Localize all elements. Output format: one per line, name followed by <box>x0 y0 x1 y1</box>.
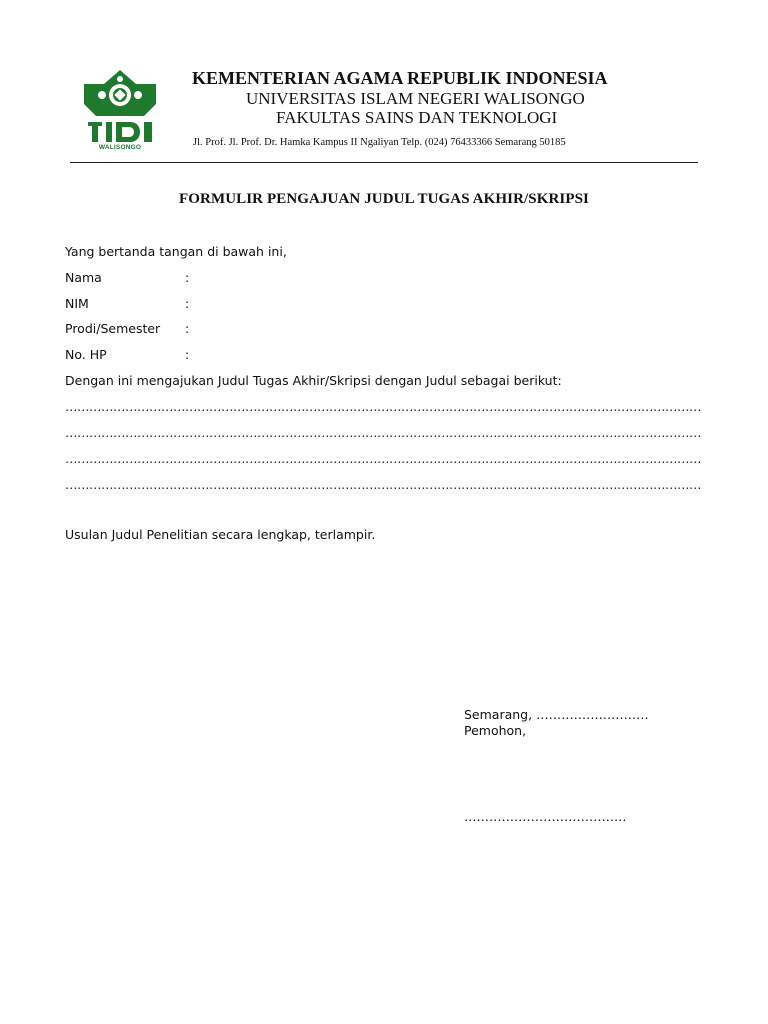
dotted-line: …………………………………………………………………………………………………………………………………………… <box>65 477 701 491</box>
field-colon: : <box>185 321 190 336</box>
field-colon: : <box>185 296 190 311</box>
dotted-line: …………………………………………………………………………………………………………………………………………… <box>65 451 701 465</box>
faculty-heading: FAKULTAS SAINS DAN TEKNOLOGI <box>276 108 558 127</box>
signature-name-line: ………………………………… <box>464 809 627 824</box>
field-colon: : <box>185 270 190 285</box>
letterhead-address: Jl. Prof. Jl. Prof. Dr. Hamka Kampus II Ngaliyan Telp. (024) 76433366 Semarang 50185 <box>193 137 566 148</box>
signature-role: Pemohon, <box>464 723 527 738</box>
field-label-nama: Nama <box>65 270 102 285</box>
form-title: FORMULIR PENGAJUAN JUDUL TUGAS AKHIR/SKRIPSI <box>178 191 589 207</box>
signature-place-date: Semarang, ……………………… <box>464 707 649 722</box>
field-colon: : <box>185 347 190 362</box>
uin-walisongo-logo <box>80 68 160 156</box>
dotted-line: …………………………………………………………………………………………………………………………………………… <box>65 425 701 439</box>
logo-caption: WALISONGO <box>98 144 142 151</box>
field-label-nim: NIM <box>65 296 89 311</box>
attachment-note: Usulan Judul Penelitian secara lengkap, terlampir. <box>65 527 376 542</box>
field-label-prodi-semester: Prodi/Semester <box>65 321 161 336</box>
dotted-line: …………………………………………………………………………………………………………………………………………… <box>65 399 701 413</box>
ministry-heading: KEMENTERIAN AGAMA REPUBLIK INDONESIA <box>192 68 608 88</box>
intro-text: Yang bertanda tangan di bawah ini, <box>65 244 287 259</box>
field-label-no-hp: No. HP <box>65 347 107 362</box>
request-text: Dengan ini mengajukan Judul Tugas Akhir/Skripsi dengan Judul sebagai berikut: <box>65 373 562 388</box>
university-heading: UNIVERSITAS ISLAM NEGERI WALISONGO <box>246 89 585 108</box>
letterhead-divider <box>70 162 698 163</box>
